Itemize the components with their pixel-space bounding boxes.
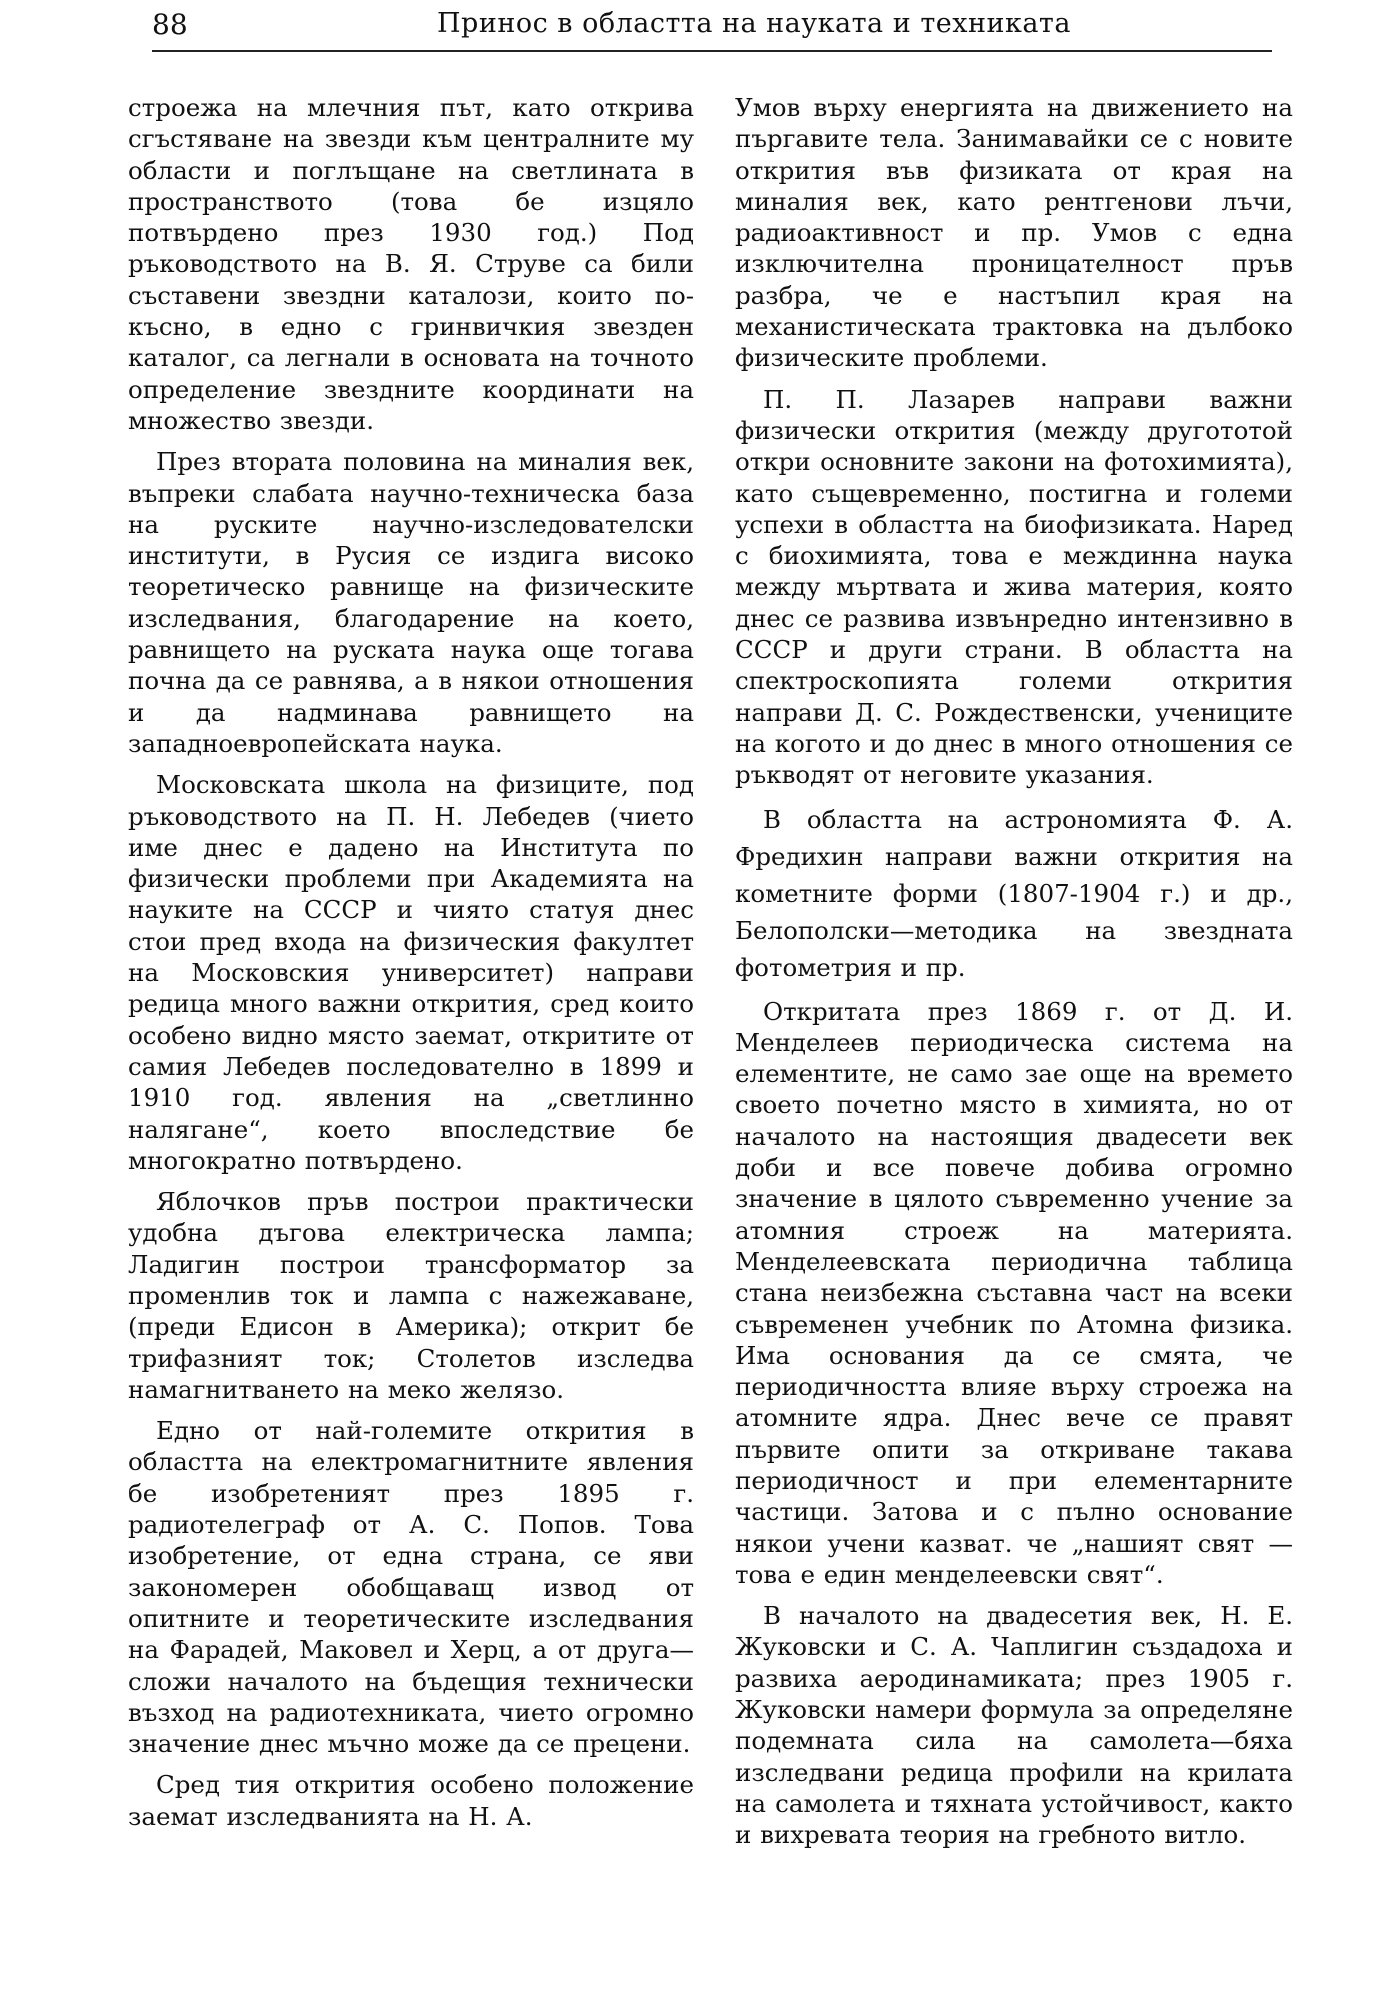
running-header bbox=[152, 8, 1272, 48]
running-title: Принос в областта на науката и техниката bbox=[437, 8, 1071, 39]
paragraph: Сред тия открития особено положение заемат изследванията на Н. А. bbox=[128, 1770, 694, 1831]
left-column bbox=[128, 92, 694, 1842]
right-column bbox=[735, 92, 1293, 1861]
paragraph: Московската школа на физиците, под ръководството на П. Н. Лебедев (чието име днес е дадено на Института по физически проблеми при Академията на науките на СССР и чиято статуя днес стои пред входа на физическия факултет на Московския университет) направи редица много важни открития, сред които особено видно място заемат, откритите от самия Лебедев последователно в 1899 и 1910 год. явления на „светлинно налягане“, което впоследствие бе многократно потвърдено. bbox=[128, 770, 694, 1175]
paragraph: В областта на астрономията Ф. А. Фредихин направи важни открития на кометните форми (1807-1904 г.) и др., Белополски—методика на звездната фотометрия и пр. bbox=[735, 804, 1293, 982]
paragraph: П. П. Лазарев направи важни физически открития (между другототой откри основните закони на фотохимията), като същевременно, постигна и големи успехи в областта на биофизиката. Наред с биохимията, това е междинна наука между мъртвата и жива материя, която днес се развива извънредно интензивно в СССР и други страни. В областта на спектроскопията големи открития направи Д. С. Рождественски, учениците на когото и до днес в много отношения се ръкводят от неговите указания. bbox=[735, 384, 1293, 790]
paragraph: През втората половина на миналия век, въпреки слабата научно-техническа база на руските научно-изследователски институти, в Русия се издига високо теоретическо равнище на физическите изследвания, благодарение на което, равнището на руската наука още тогава почна да се равнява, а в някои отношения и да надминава равнището на западноевропейската наука. bbox=[128, 447, 694, 758]
paragraph: Умов върху енергията на движението на пъргавите тела. Занимавайки се с новите открития във физиката от края на миналия век, като рентгенови лъчи, радиоактивност и пр. Умов с една изключителна проницателност пръв разбра, че е настъпил края на механистическата трактовка на дълбоко физическите проблеми. bbox=[735, 93, 1293, 373]
paragraph: Яблочков пръв построи практически удобна дъгова електрическа лампа; Ладигин построи трансформатор за променлив ток и лампа с нажежаване, (преди Едисон в Америка); открит бе трифазният ток; Столетов изследва намагнитването на меко желязо. bbox=[128, 1187, 694, 1404]
paragraph: Едно от най-големите открития в областта на електромагнитните явления бе изобретеният през 1895 г. радиотелеграф от А. С. Попов. Това изобретение, от една страна, се яви закономерен обобщаващ извод от опитните и теоретическите изследвания на Фарадей, Маковел и Херц, а от друга—сложи началото на бъдещия технически възход на радиотехниката, чието огромно значение днес мъчно може да се прецени. bbox=[128, 1416, 694, 1759]
page-number: 88 bbox=[152, 8, 188, 41]
paragraph: строежа на млечния път, като открива сгъстяване на звезди към централните му области и поглъщане на светлината в пространството (това бе изцяло потвърдено през 1930 год.) Под ръководството на В. Я. Струве са били съставени звездни каталози, които по-късно, в едно с гринвичкия звезден каталог, са легнали в основата на точното определение звездните координати на множество звезди. bbox=[128, 93, 694, 435]
paragraph: В началото на двадесетия век, Н. Е. Жуковски и С. А. Чаплигин създадоха и развиха аеродинамиката; през 1905 г. Жуковски намери формула за определяне подемната сила на самолета—бяха изследвани редица профили на крилата на самолета и тяхната устойчивост, както и вихревата теория на гребното витло. bbox=[735, 1601, 1293, 1850]
header-rule bbox=[152, 50, 1272, 52]
paragraph: Откритата през 1869 г. от Д. И. Менделеев периодическа система на елементите, не само зае още на времето своето почетно място в химията, но от началото на настоящия двадесети век доби и все повече добива огромно значение в цялото съвременно учение за атомния строеж на материята. Менделеевската периодична таблица стана неизбежна съставна част на всеки съвременен учебник по Атомна физика. Има основания да се смята, че периодичността влияе върху строежа на атомните ядра. Днес вече се правят първите опити за откриване такава периодичност и при елементарните частици. Затова и с пълно основание някои учени казват. че „нашият свят — това е един менделеевски свят“. bbox=[735, 996, 1293, 1589]
